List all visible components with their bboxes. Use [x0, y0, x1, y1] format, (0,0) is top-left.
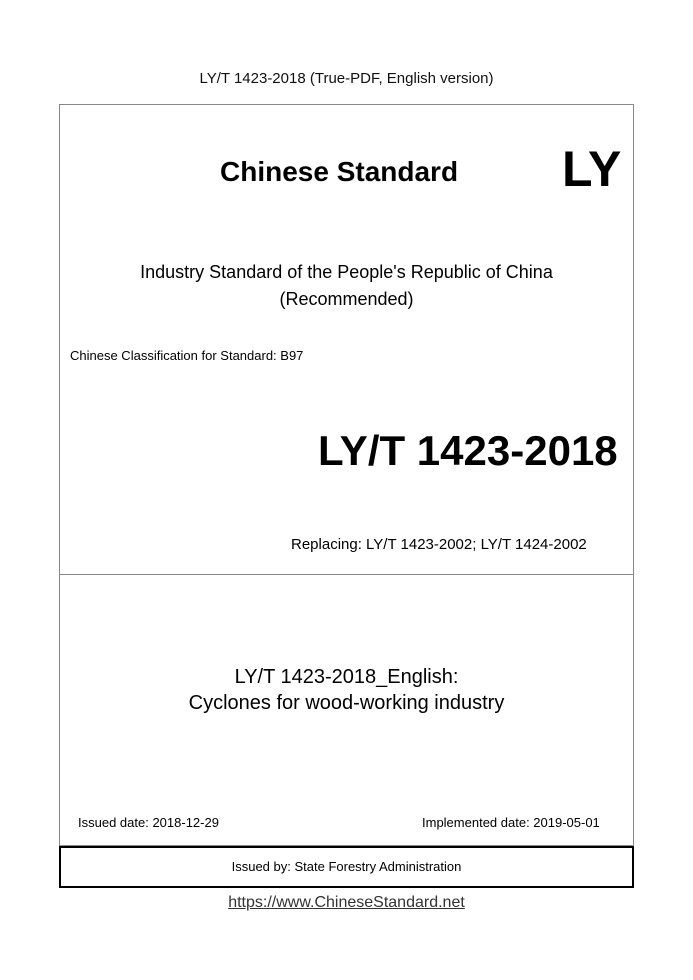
standard-number: LY/T 1423-2018	[318, 427, 618, 474]
replacing-text: Replacing: LY/T 1423-2002; LY/T 1424-2002	[291, 536, 587, 553]
website-link[interactable]: https://www.ChineseStandard.net	[228, 894, 465, 911]
classification-text: Chinese Classification for Standard: B97	[70, 348, 304, 363]
document-title-line-1: LY/T 1423-2018_English:	[234, 666, 459, 688]
cover-title: Chinese Standard	[220, 156, 459, 187]
document-title-line-2: Cyclones for wood-working industry	[188, 692, 505, 714]
issued-date: Issued date: 2018-12-29	[78, 815, 219, 830]
issued-by-text: Issued by: State Forestry Administration	[231, 859, 462, 874]
industry-line-1: Industry Standard of the People's Republic of China	[140, 262, 553, 282]
implemented-date: Implemented date: 2019-05-01	[422, 815, 600, 830]
document-title	[0, 664, 693, 716]
industry-line-2: (Recommended)	[279, 289, 414, 309]
issued-by-box	[59, 846, 634, 888]
standard-mark: LY	[562, 141, 622, 197]
industry-standard-text	[0, 259, 693, 313]
document-header: LY/T 1423-2018 (True-PDF, English version)	[199, 70, 494, 87]
